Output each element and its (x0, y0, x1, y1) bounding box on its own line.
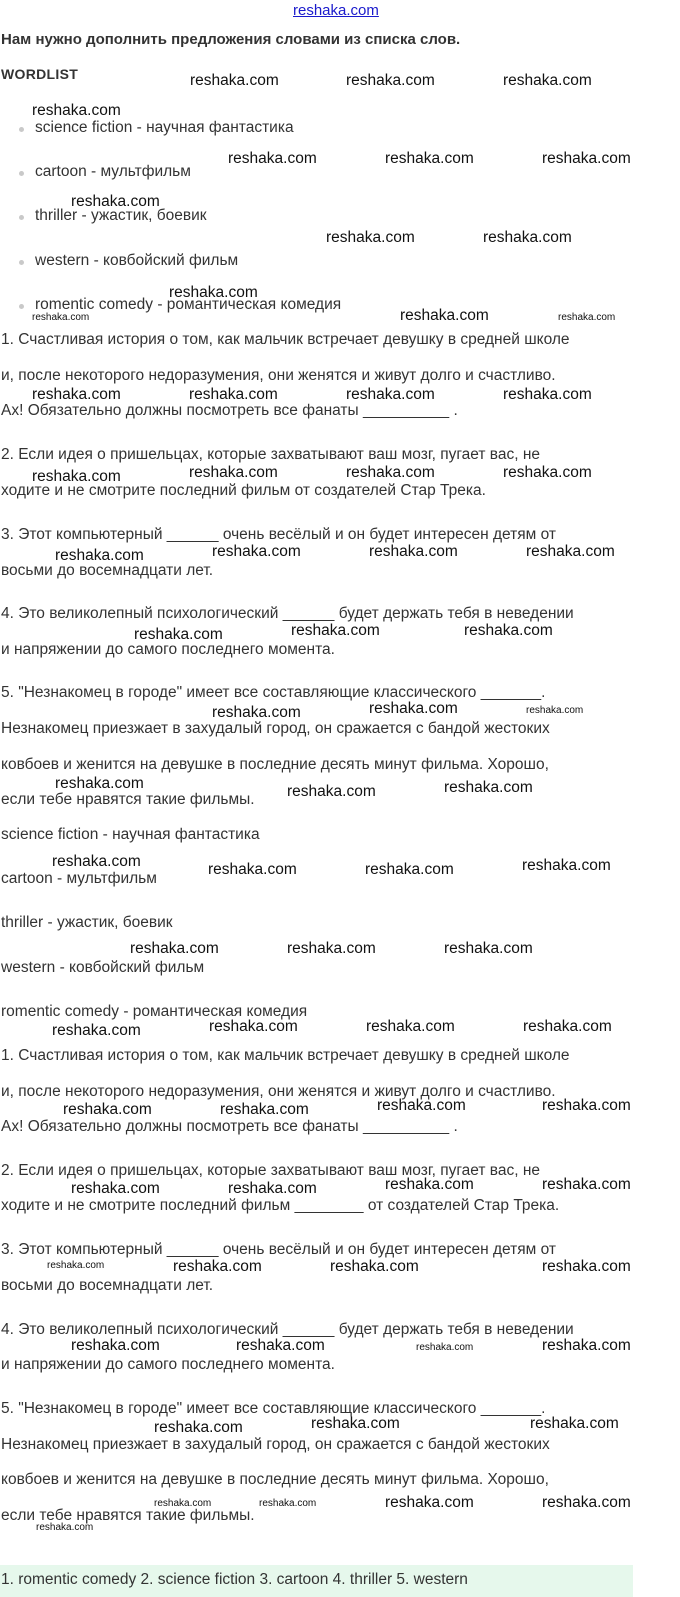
watermark: reshaka.com (63, 1101, 152, 1118)
exercise-line: 4. Это великолепный психологический ______ будет держать тебя в неведении (1, 605, 574, 622)
wordlist-item: romentic comedy - романтическая комедия (35, 296, 342, 313)
watermark: reshaka.com (503, 72, 592, 89)
watermark: reshaka.com (326, 229, 415, 246)
watermark: reshaka.com (377, 1097, 466, 1114)
wordlist-plain-item: science fiction - научная фантастика (1, 826, 260, 843)
site-link[interactable]: reshaka.com (293, 2, 379, 19)
exercise-line: если тебе нравятся такие фильмы. (1, 791, 255, 808)
watermark: reshaka.com (190, 72, 279, 89)
watermark: reshaka.com (542, 150, 631, 167)
exercise-line: Ах! Обязательно должны посмотреть все фанаты __________ . (1, 402, 458, 419)
watermark: reshaka.com (52, 1022, 141, 1039)
exercise-line: 2. Если идея о пришельцах, которые захватывают ваш мозг, пугает вас, не (1, 1162, 541, 1179)
watermark: reshaka.com (71, 1337, 160, 1354)
bullet-icon (19, 304, 24, 309)
exercise-line: и напряжении до самого последнего момента. (1, 641, 335, 658)
exercise-line: 3. Этот компьютерный ______ очень весёлый и он будет интересен детям от (1, 1241, 556, 1258)
watermark: reshaka.com (400, 307, 489, 324)
watermark: reshaka.com (287, 783, 376, 800)
watermark: reshaka.com (291, 622, 380, 639)
watermark: reshaka.com (209, 1018, 298, 1035)
watermark: reshaka.com (55, 775, 144, 792)
watermark: reshaka.com (385, 1494, 474, 1511)
wordlist-item: thriller - ужастик, боевик (35, 207, 207, 224)
watermark: reshaka.com (71, 1180, 160, 1197)
task-heading: Нам нужно дополнить предложения словами из списка слов. (1, 31, 461, 48)
exercise-line: Незнакомец приезжает в захудалый город, он сражается с бандой жестоких (1, 720, 550, 737)
wordlist-plain-item: western - ковбойский фильм (1, 959, 205, 976)
watermark: reshaka.com (287, 940, 376, 957)
watermark: reshaka.com (330, 1258, 419, 1275)
watermark: reshaka.com (385, 150, 474, 167)
exercise-line: Незнакомец приезжает в захудалый город, он сражается с бандой жестоких (1, 1436, 550, 1453)
exercise-line: 1. Счастливая история о том, как мальчик встречает девушку в средней школе (1, 1047, 570, 1064)
watermark: reshaka.com (311, 1415, 400, 1432)
watermark: reshaka.com (366, 1018, 455, 1035)
watermark: reshaka.com (522, 857, 611, 874)
wordlist-item: science fiction - научная фантастика (35, 119, 294, 136)
watermark: reshaka.com (542, 1097, 631, 1114)
watermark: reshaka.com (444, 779, 533, 796)
watermark: reshaka.com (542, 1494, 631, 1511)
exercise-line: 4. Это великолепный психологический ______ будет держать тебя в неведении (1, 1321, 574, 1338)
watermark: reshaka.com (483, 229, 572, 246)
exercise-line: ковбоев и женится на девушке в последние десять минут фильма. Хорошо, (1, 756, 549, 773)
watermark: reshaka.com (154, 1498, 212, 1509)
watermark: reshaka.com (526, 543, 615, 560)
watermark: reshaka.com (208, 861, 297, 878)
watermark: reshaka.com (169, 284, 258, 301)
watermark: reshaka.com (228, 1180, 317, 1197)
watermark: reshaka.com (71, 193, 160, 210)
watermark: reshaka.com (134, 626, 223, 643)
exercise-line: 2. Если идея о пришельцах, которые захватывают ваш мозг, пугает вас, не (1, 446, 541, 463)
watermark: reshaka.com (130, 940, 219, 957)
watermark: reshaka.com (55, 547, 144, 564)
exercise-line: ковбоев и женится на девушке в последние десять минут фильма. Хорошо, (1, 1471, 549, 1488)
watermark: reshaka.com (542, 1176, 631, 1193)
watermark: reshaka.com (32, 386, 121, 403)
watermark: reshaka.com (416, 1342, 474, 1353)
watermark: reshaka.com (32, 468, 121, 485)
exercise-line: Ах! Обязательно должны посмотреть все фанаты __________ . (1, 1118, 458, 1135)
wordlist-item: cartoon - мультфильм (35, 163, 191, 180)
watermark: reshaka.com (36, 1522, 94, 1533)
bullet-icon (19, 215, 24, 220)
answer-text: 1. romentic comedy 2. science fiction 3. cartoon 4. thriller 5. western (1, 1571, 468, 1588)
watermark: reshaka.com (212, 704, 301, 721)
watermark: reshaka.com (542, 1258, 631, 1275)
exercise-line: 5. "Незнакомец в городе" имеет все составляющие классического _______. (1, 684, 546, 701)
watermark: reshaka.com (526, 705, 584, 716)
watermark: reshaka.com (32, 312, 90, 323)
wordlist-plain-item: thriller - ужастик, боевик (1, 914, 173, 931)
exercise-line: 1. Счастливая история о том, как мальчик встречает девушку в средней школе (1, 331, 570, 348)
watermark: reshaka.com (369, 543, 458, 560)
exercise-line: ходите и не смотрите последний фильм от создателей Стар Трека. (1, 482, 486, 499)
watermark: reshaka.com (464, 622, 553, 639)
watermark: reshaka.com (444, 940, 533, 957)
exercise-line: 3. Этот компьютерный ______ очень весёлый и он будет интересен детям от (1, 526, 556, 543)
watermark: reshaka.com (346, 72, 435, 89)
watermark: reshaka.com (52, 853, 141, 870)
watermark: reshaka.com (503, 464, 592, 481)
watermark: reshaka.com (220, 1101, 309, 1118)
watermark: reshaka.com (385, 1176, 474, 1193)
bullet-icon (19, 127, 24, 132)
exercise-line: и напряжении до самого последнего момента. (1, 1356, 335, 1373)
bullet-icon (19, 171, 24, 176)
exercise-line: ходите и не смотрите последний фильм ________ от создателей Стар Трека. (1, 1197, 560, 1214)
watermark: reshaka.com (173, 1258, 262, 1275)
exercise-line: и, после некоторого недоразумения, они женятся и живут долго и счастливо. (1, 1083, 556, 1100)
watermark: reshaka.com (530, 1415, 619, 1432)
watermark: reshaka.com (542, 1337, 631, 1354)
watermark: reshaka.com (558, 312, 616, 323)
exercise-line: 5. "Незнакомец в городе" имеет все составляющие классического _______. (1, 1400, 546, 1417)
exercise-line: и, после некоторого недоразумения, они женятся и живут долго и счастливо. (1, 367, 556, 384)
watermark: reshaka.com (189, 464, 278, 481)
exercise-line: если тебе нравятся такие фильмы. (1, 1507, 255, 1524)
watermark: reshaka.com (47, 1260, 105, 1271)
watermark: reshaka.com (32, 102, 121, 119)
watermark: reshaka.com (212, 543, 301, 560)
wordlist-item: western - ковбойский фильм (35, 252, 239, 269)
wordlist-plain-item: cartoon - мультфильм (1, 870, 157, 887)
watermark: reshaka.com (154, 1419, 243, 1436)
watermark: reshaka.com (369, 700, 458, 717)
bullet-icon (19, 260, 24, 265)
watermark: reshaka.com (346, 386, 435, 403)
answer-box (0, 1565, 633, 1597)
exercise-line: восьми до восемнадцати лет. (1, 1277, 214, 1294)
wordlist-plain-item: romentic comedy - романтическая комедия (1, 1003, 308, 1020)
wordlist-title: WORDLIST (1, 66, 79, 82)
watermark: reshaka.com (346, 464, 435, 481)
watermark: reshaka.com (365, 861, 454, 878)
watermark: reshaka.com (228, 150, 317, 167)
exercise-line: восьми до восемнадцати лет. (1, 562, 214, 579)
watermark: reshaka.com (503, 386, 592, 403)
watermark: reshaka.com (259, 1498, 317, 1509)
watermark: reshaka.com (189, 386, 278, 403)
watermark: reshaka.com (236, 1337, 325, 1354)
watermark: reshaka.com (523, 1018, 612, 1035)
